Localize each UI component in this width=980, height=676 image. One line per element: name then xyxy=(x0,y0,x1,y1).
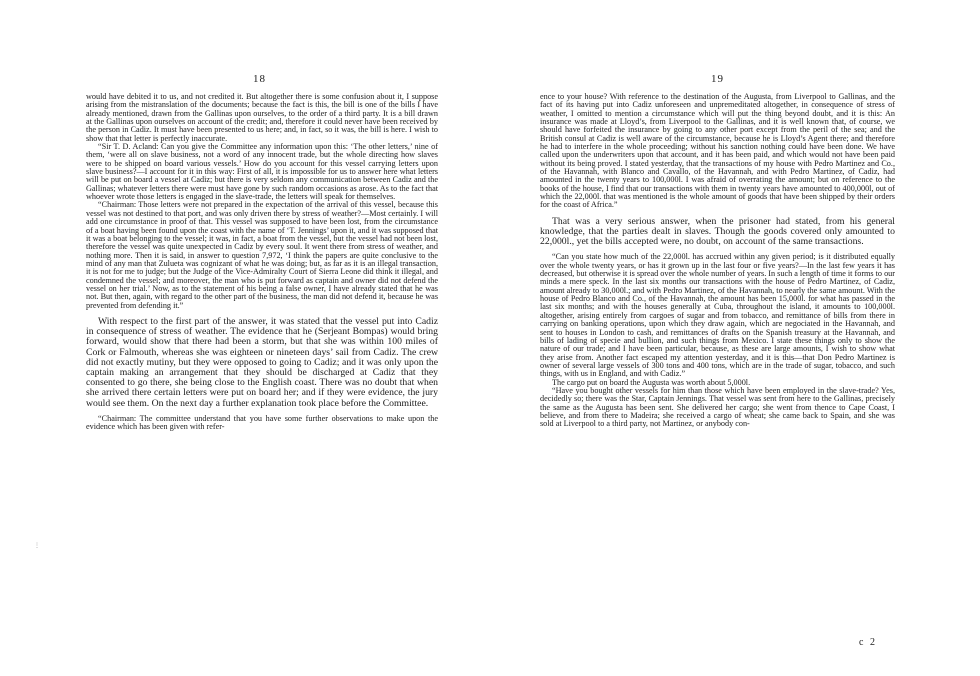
left-paragraph-5: “Chairman: The committee understand that you have some further observations to make upon the evidence which has been given with refer- xyxy=(86,413,438,432)
left-paragraph-4: With respect to the first part of the answer, it was stated that the vessel put into Cadiz in consequence of stress of weather. The evidence that he (Serjeant Bompas) would bring forward, would show that there had been a storm, but that she was within 100 miles of Cork or Falmouth, whereas she was eighteen or nineteen days’ sail from Cadiz. The crew did not exactly mutiny, but they were opposed to going to Cadiz; and it was only upon the captain making an arrangement that they should be discharged at Cadiz that they consented to go there, she being close to the English coast. There was no doubt that when she arrived there certain letters were put on board her; and if they were evidence, the jury would see them. On the next day a further explanation took place before the Committee. xyxy=(86,315,438,409)
right-paragraph-1: ence to your house? With reference to the destination of the Augusta, from Liverpool to Gallinas, and the fact of its having put into Cadiz unforeseen and unpremeditated altogether, in consequence of stress of weather, I omitted to mention a circumstance which will put the thing beyond doubt, and it is this: An insurance was made at Lloyd’s, from Liverpool to the Gallinas, and it is well known that, of course, we should have forfeited the insurance by going to any other port except from the peril of the sea; and the British consul at Cadiz is well aware of the circumstance, because he is Lloyd’s Agent there; and therefore he had to interfere in the whole proceeding; without his sanction nothing could have been done. We have called upon the underwriters upon that account, and it has been paid, and which would not have been paid without its being proved. I stated yesterday, that the transactions of my house with Pedro Martinez and Co., of the Havannah, with Blanco and Cavallo, of the Havannah, and with Pedro Martinez, of Cadiz, had amounted in the twenty years to 100,000l. I was afraid of overrating the amount; but on reference to the books of the house, I find that our transactions with them in twenty years have amounted to 400,000l, out of which the 22,000l. that was mentioned is the whole amount of goods that have been shipped by their orders for the coast of Africa.” xyxy=(540,92,895,210)
left-paragraph-3: “Chairman: Those letters were not prepared in the expectation of the arrival of this vessel, because this vessel was not destined to that port, and was only driven there by stress of weather?—Most certainly. I will add one circumstance in proof of that. This vessel was supposed to have been lost, from the circumstance of a boat having been found upon the coast with the name of ‘T. Jennings’ upon it, and it was supposed that it was a boat belonging to the vessel; it was, in fact, a boat from the vessel, but the vessel had not been lost, therefore the vessel was quite unexpected in Cadiz by every soul. It went there from stress of weather, and nothing more. Then it is said, in answer to question 7,972, ‘I think the papers are quite conclusive to the mind of any man that Zulueta was cognizant of what he was doing; but, as far as it is an illegal transaction, it is not for me to judge; but the Judge of the Vice-Admiralty Court of Sierra Leone did think it illegal, and condemned the vessel; and moreover, the man who is put forward as captain and owner did not defend the vessel on her trial.’ Now, as to the statement of his being a false owner, I have already stated that he was not. But then, again, with regard to the other part of the business, the man did not defend it, because he was prevented from defending it.” xyxy=(86,200,438,310)
left-paragraph-2: “Sir T. D. Acland: Can you give the Committee any information upon this: ‘The other letters,’ nine of them, ‘were all on slave business, not a word of any innocent trade, but the whole directing how slaves were to be shipped on board various vessels.’ How do you account for this vessel carrying letters upon slave business?—I account for it in this way: First of all, it is impossible for us to answer here what letters will be put on board a vessel at Cadiz; but there is very seldom any communication between Cadiz and the Gallinas; whatever letters there were must have gone by such random occasions as arose. As to the fact that whoever wrote those letters is engaged in the slave-trade, the letters will speak for themselves. xyxy=(86,142,438,202)
page-number-right: 19 xyxy=(711,73,724,85)
page-signature: c 2 xyxy=(859,637,877,648)
right-paragraph-3: “Can you state how much of the 22,000l. has accrued within any given period; is it distributed equally over the whole twenty years, or has it grown up in the last four or five years?—In the last few years it has decreased, but otherwise it is spread over the whole number of years. In such a length of time it forms to our minds a mere speck. In the last six months our transactions with the house of Pedro Martinez, of Cadiz, amount already to 30,000l.; and with Pedro Martinez, of the Havannah, to nearly the same amount. With the house of Pedro Blanco and Co., of the Havannah, the amount has been 15,000l. for what has passed in the last six months; and with the houses generally at Cuba, throughout the island, it amounts to 100,000l. altogether, arising entirely from cargoes of sugar and from tobacco, and remittance of bills from there in carrying on banking operations, upon which they draw again, which are negociated in the Havannah, and sent to houses in London to cash, and remittances of drafts on the Spanish treasury at the Havannah, and bills of lading of specie and bullion, and such things from Mexico. I state these things only to show the nature of our trade; and I have been particular, because, as these are large amounts, I wish to show what they arise from. Another fact escaped my attention yesterday, and it is this—that Don Pedro Martinez is owner of several large vessels of 300 tons and 400 tons, which are in the trade of sugar, tobacco, and such things, with us in England, and with Cadiz.” xyxy=(540,252,895,379)
page-number-left: 18 xyxy=(253,73,266,85)
left-page-text xyxy=(86,93,438,431)
right-paragraph-4: The cargo put on board the Augusta was worth about 5,000l. xyxy=(552,377,751,387)
right-page-text xyxy=(540,93,895,429)
right-paragraph-5: “Have you bought other vessels for him than those which have been employed in the slave-trade? Yes, decidedly so; there was the Star, Captain Jennings. That vessel was sent from here to the Gallinas, precisely the same as the Augusta has been sent. She delivered her cargo; she went from thence to Cape Coast, I believe, and from there to Madeira; she received a cargo of wheat; she came back to Spain, and she was sold at Liverpool to a third party, not Martinez, or anybody con- xyxy=(540,385,895,429)
right-paragraph-2: That was a very serious answer, when the prisoner had stated, from his general knowledge, that the parties dealt in slaves. Though the goods covered only amounted to 22,000l., yet the bills accepted were, no doubt, on account of the same transactions. xyxy=(540,215,895,248)
margin-mark: ⋮ xyxy=(34,543,40,549)
left-paragraph-1: would have debited it to us, and not credited it. But altogether there is some confusion about it, I suppose arising from the mistranslation of the documents; because the fact is this, the bill is one of the bills I have already mentioned, drawn from the Gallinas upon ourselves, to the order of a third party. It is a bill drawn at the Gallinas upon ourselves on account of the credit; and, therefore it could never have been received by the person in Cadiz. It must have been presented to us here; and, in fact, so it was, the bill is here. I wish to show that that letter is perfectly inaccurate. xyxy=(86,92,438,143)
